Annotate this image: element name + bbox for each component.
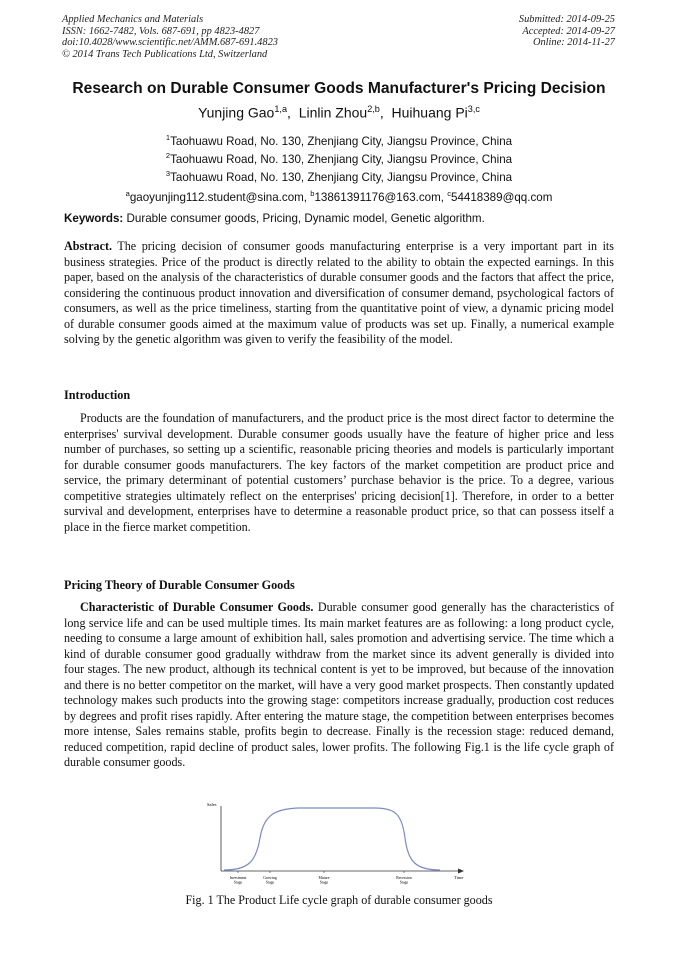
section-heading-introduction: Introduction [64, 388, 131, 402]
author-name: Yunjing Gao [198, 104, 275, 121]
stage-label-recession [396, 876, 411, 884]
introduction-paragraph: Products are the foundation of manufacturers, and the product price is the most direct factor to determine the enterprises' survival development. Durable consumer goods usually have the feature of higher price and less number of purchases, so setting up a scientific, reasonable pricing theories and models is particularly important for durable consumer goods manufacturers. The key factors of the market competition are product price and service, the primary determinant of potential customers’ purchase behavior is the price. To a degree, various competitive strategies ultimately reflect on the enterprises' pricing decision[1]. Therefore, in order to a better survival and development, enterprises have to determine a reasonable product price, so that can possess itself a place in the fierce market competition. [64, 411, 614, 534]
email-sup: c [447, 189, 451, 199]
y-axis-label: Sales [207, 802, 217, 807]
abstract-text: The pricing decision of consumer goods manufacturing enterprise is a very important part in its business strategies. Price of the product is directly related to the ability to obtain the expected earnings. In this paper, based on the analysis of the characteristics of durable consumer goods and the factors that affect the price, considering the continuous product innovation and diversification of consumer demand, psychological factors of consumers, as well as the price timeliness, starting from the quantitative point of view, a dynamic pricing model of durable consumer goods aimed at the maximum value of products was set up. Finally, a numerical example solving by the genetic algorithm was given to verify the feasibility of the model. [64, 239, 615, 346]
section-heading-pricing-theory: Pricing Theory of Durable Consumer Goods [64, 578, 295, 592]
stage-label-line: Mature [318, 876, 330, 880]
paper-title: Research on Durable Consumer Goods Manufacturer's Pricing Decision [72, 80, 606, 97]
stage-label-line: Growing [263, 876, 277, 880]
journal-doi: doi:10.4028/www.scientific.net/AMM.687-691.4823 [62, 37, 278, 49]
stage-label-line: Recession [396, 876, 412, 880]
email-link[interactable]: 13861391176@163.com, [314, 191, 444, 205]
stage-label-line: Stage [319, 880, 329, 885]
abstract-label: Abstract. [64, 239, 113, 253]
keywords-text: Durable consumer goods, Pricing, Dynamic model, Genetic algorithm. [126, 212, 485, 225]
figure-caption: Fig. 1 The Product Life cycle graph of durable consumer goods [185, 893, 493, 907]
online-date: Online: 2014-11-27 [532, 37, 615, 49]
x-axis-arrow [458, 869, 464, 874]
abstract [64, 239, 614, 348]
stage-label-investment [230, 876, 248, 884]
email-sup: a [125, 189, 130, 199]
affiliation [40, 131, 638, 149]
author-sup: 3,c [467, 104, 480, 114]
affiliation [40, 149, 638, 167]
pricing-paragraph [64, 600, 614, 771]
journal-copyright: © 2014 Trans Tech Publications Ltd, Switzerland [62, 48, 268, 60]
pricing-text: Durable consumer good generally has the characteristics of long service life and can be used multiple times. Its main market features are as following: a long product cycle, needing to consume a large amount of exhibition hall, sales promotion and advertising service. The time which a kind of durable consumer good gradually withdraw from the market since its advent generally is divided into four stages. The new product, although its technical content is yet to be improved, but because of the innovation and there is no better competitor on the market, will have a very good market prospects. Then constantly updated technology makes such products into the growing stage: competitors increase gradually, production cost reduces by degrees and profit rises rapidly. After entering the mature stage, the competition between enterprises becomes more intense, Sales remains stable, profits begin to decrease. Finally is the recession stage: reduced demand, reduced competition, rapid decline of product sales, lower profits. The following Fig.1 is the life cycle graph of durable consumer goods. [64, 600, 615, 769]
author-emails [40, 187, 638, 205]
stage-markers [230, 871, 412, 884]
affiliation-sup: 1 [165, 133, 171, 142]
affiliation-text: Taohuawu Road, No. 130, Zhenjiang City, Jiangsu Province, China [170, 152, 513, 166]
author-sup: 1,a [274, 104, 288, 114]
keywords-label: Keywords: [64, 212, 124, 225]
author-list: Yunjing Gao$^{1,a}$, Linlin Zhou$^{2,b}$, Huihuang Pi$^{3,c}$ [198, 104, 480, 121]
life-cycle-curve [224, 808, 440, 870]
accepted-date: Accepted: 2014-09-27 [522, 25, 615, 37]
affiliation-sup: 2 [165, 151, 171, 161]
author-name: Huihuang Pi [391, 104, 468, 121]
x-axis-label: Time [454, 875, 464, 880]
journal-info [62, 14, 278, 60]
stage-label-line: Stage [399, 880, 409, 885]
author-sup: 2,b [367, 104, 380, 114]
affiliation-sup: 3 [165, 169, 171, 179]
submission-dates [519, 14, 615, 49]
subsection-lead: Characteristic of Durable Consumer Goods. [80, 600, 314, 614]
affiliation-text: Taohuawu Road, No. 130, Zhenjiang City, Jiangsu Province, China [170, 134, 513, 148]
submitted-date: Submitted: 2014-09-25 [518, 14, 615, 25]
affiliations [40, 131, 638, 205]
email-sup: b [310, 189, 315, 199]
life-cycle-figure [190, 798, 480, 888]
stage-label-line: Stage [265, 880, 275, 885]
journal-name: Applied Mechanics and Materials [62, 14, 204, 25]
stage-label-line: Investment [229, 876, 247, 880]
keywords [64, 212, 624, 225]
email-link[interactable]: gaoyunjing112.student@sina.com, [129, 191, 308, 205]
affiliation-text: Taohuawu Road, No. 130, Zhenjiang City, Jiangsu Province, China [170, 170, 513, 184]
stage-label-line: Stage [233, 880, 243, 885]
email-link[interactable]: 54418389@qq.com [451, 191, 553, 205]
stage-label-growing [263, 876, 277, 884]
affiliation [40, 167, 638, 185]
author-name: Linlin Zhou [298, 104, 368, 121]
stage-label-mature [319, 876, 330, 884]
journal-issn: ISSN: 1662-7482, Vols. 687-691, pp 4823-4827 [62, 25, 260, 37]
